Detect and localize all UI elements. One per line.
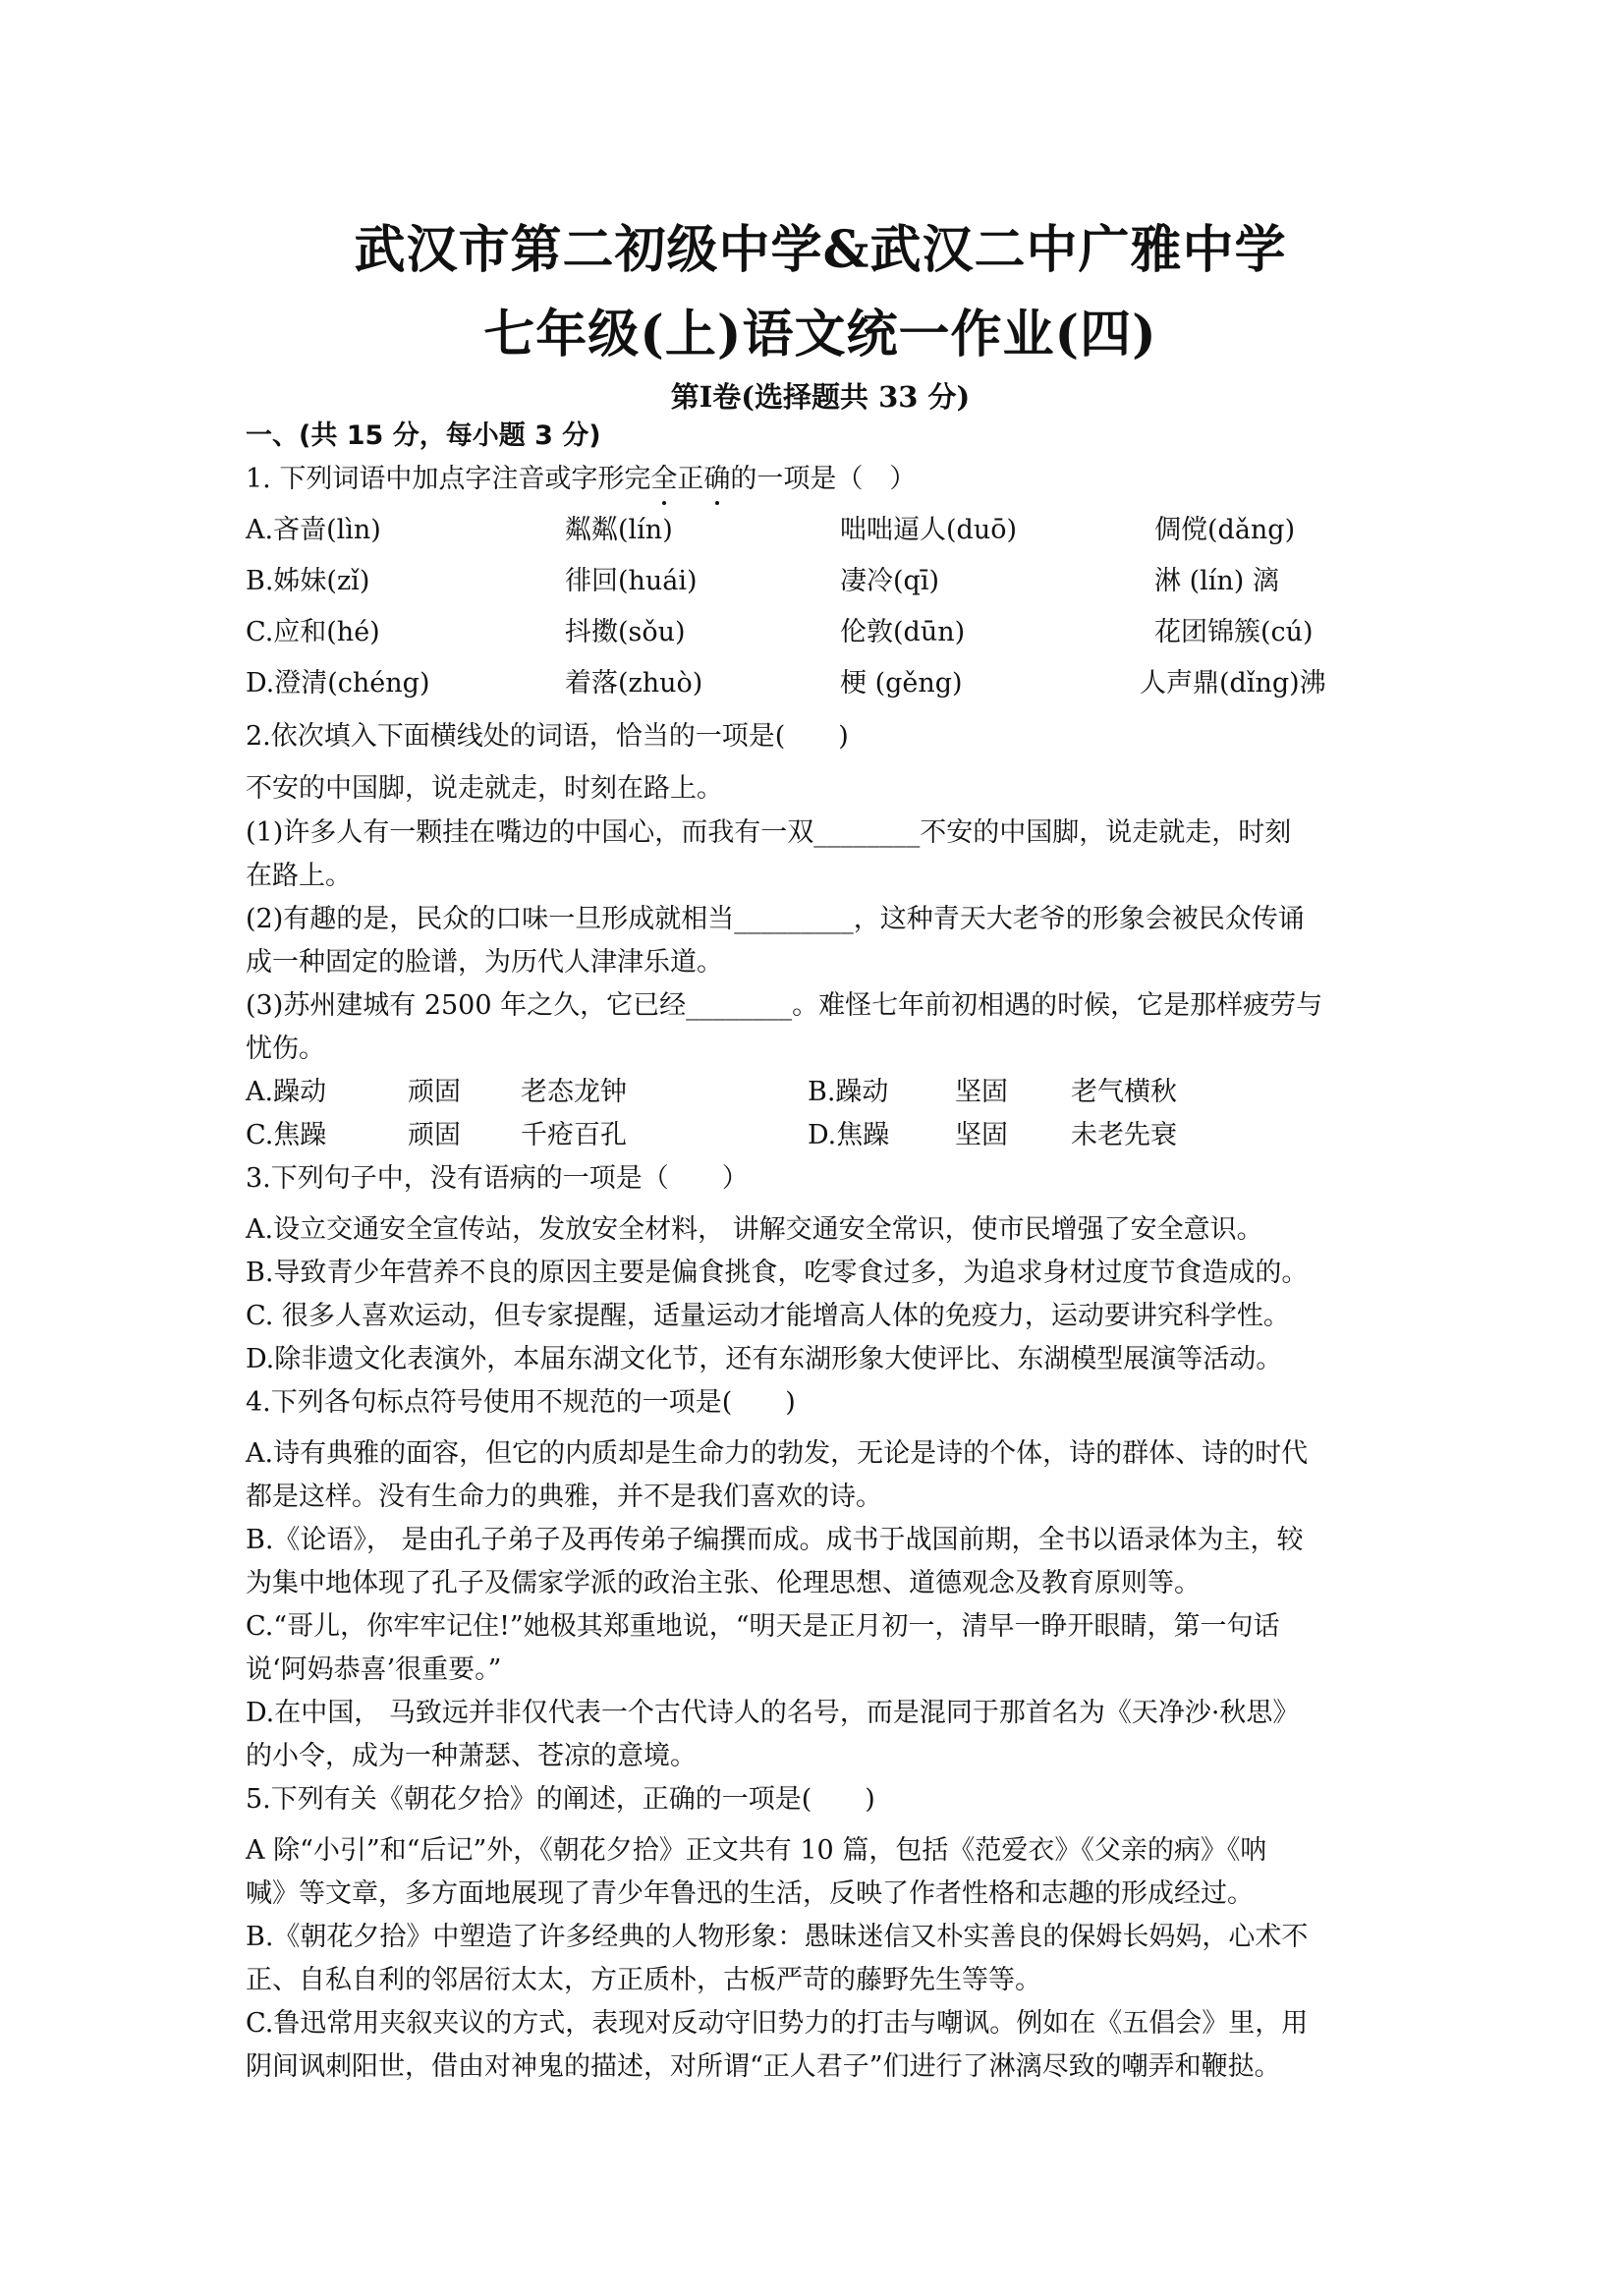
q2-option-d-3: 未老先衰	[1071, 1120, 1177, 1150]
q1-option-b-3: 凄冷(qī)	[840, 566, 939, 596]
section-heading: 一、(共 15 分，每小题 3 分)	[246, 420, 601, 451]
q2-option-d-1: D.焦躁	[808, 1120, 890, 1150]
q4-option-a-1: A.诗有典雅的面容，但它的内质却是生命力的勃发，无论是诗的个体，诗的群体、诗的时代	[246, 1438, 1309, 1469]
q2-sentence-3b: 忧伤。	[246, 1034, 325, 1064]
q3-option-a: A.设立交通安全宣传站，发放安全材料， 讲解交通安全常识，使市民增强了安全意识。	[246, 1214, 1263, 1245]
q1-stem-dot2: 确	[703, 462, 730, 497]
q2-option-b-3: 老气横秋	[1071, 1077, 1177, 1107]
q1-stem-post: 的一项是（ ）	[730, 464, 917, 494]
q1-option-b-2: 徘回(huái)	[565, 566, 698, 596]
q1-option-c-4: 花团锦簇(cú)	[1154, 617, 1314, 647]
q2-option-b-1: B.躁动	[808, 1077, 889, 1107]
q1-option-a-2: 粼粼(lín)	[565, 515, 673, 545]
q3-option-d: D.除非遗文化表演外，本届东湖文化节，还有东湖形象大使评比、东湖模型展演等活动。	[246, 1344, 1283, 1374]
q4-option-d-2: 的小令，成为一种萧瑟、苍凉的意境。	[246, 1741, 697, 1771]
q5-option-c-2: 阴间讽刺阳世，借由对神鬼的描述，对所谓“正人君子”们进行了淋漓尽致的嘲弄和鞭挞。	[246, 2051, 1281, 2082]
question-2-stem: 2.依次填入下面横线处的词语，恰当的一项是( )	[246, 721, 849, 752]
page-title-line1: 武汉市第二初级中学&武汉二中广雅中学	[354, 220, 1287, 280]
q1-option-b-1: B.姊妹(zǐ)	[246, 566, 370, 596]
q1-option-d-2: 着落(zhuò)	[565, 668, 703, 699]
q1-option-a-3: 咄咄逼人(duō)	[840, 515, 1017, 545]
q1-option-c-1: C.应和(hé)	[246, 617, 380, 647]
question-1-stem	[246, 462, 916, 497]
q1-option-b-4: 淋 (lín) 漓	[1154, 566, 1279, 596]
q2-sentence-2b: 成一种固定的脸谱，为历代人津津乐道。	[246, 947, 723, 978]
q2-option-d-2: 坚固	[955, 1120, 1008, 1150]
q1-option-d-1: D.澄清(chéng)	[246, 668, 430, 699]
q2-sentence-1b: 在路上。	[246, 861, 352, 891]
q1-stem-mid: 正	[677, 464, 704, 494]
q5-option-b-2: 正、自私自利的邻居衍太太，方正质朴，古板严苛的藤野先生等等。	[246, 1965, 1041, 1995]
page-title-line2: 七年级(上)语文统一作业(四)	[483, 305, 1157, 364]
q1-option-a-1: A.吝啬(lìn)	[246, 515, 381, 545]
q5-option-b-1: B.《朝花夕拾》中塑造了许多经典的人物形象：愚昧迷信又朴实善良的保姆长妈妈，心术不	[246, 1922, 1309, 1952]
q4-option-c-2: 说‘阿妈恭喜’很重要。”	[246, 1654, 502, 1685]
q5-option-a-2: 喊》等文章，多方面地展现了青少年鲁迅的生活，反映了作者性格和志趣的形成经过。	[246, 1878, 1254, 1909]
q1-option-a-4: 倜傥(dǎng)	[1154, 515, 1296, 545]
q4-option-b-1: B.《论语》， 是由孔子弟子及再传弟子编撰而成。成书于战国前期，全书以语录体为主，较	[246, 1525, 1304, 1555]
q2-sentence-3a: (3)苏州建城有 2500 年之久，它已经________。难怪七年前初相遇的时候，它是那样疲劳与	[246, 990, 1323, 1021]
q4-option-c-1: C.“哥儿，你牢牢记住!”她极其郑重地说，“明天是正月初一，清早一睁开眼睛，第一句话	[246, 1611, 1280, 1642]
q2-sentence-1a: (1)许多人有一颗挂在嘴边的中国心，而我有一双________不安的中国脚，说走就走，时刻	[246, 817, 1292, 848]
q5-option-a-1: A 除“小引”和“后记”外，《朝花夕拾》正文共有 10 篇，包括《范爱衣》《父亲的病》《呐	[246, 1835, 1267, 1866]
paper-subtitle: 第Ⅰ卷(选择题共 33 分)	[670, 380, 971, 414]
q1-option-d-3: 梗 (gěng)	[840, 668, 963, 699]
q1-option-c-3: 伦敦(dūn)	[840, 617, 966, 647]
question-5-stem: 5.下列有关《朝花夕拾》的阐述，正确的一项是( )	[246, 1784, 875, 1815]
q2-option-c-2: 顽固	[408, 1120, 461, 1150]
question-3-stem: 3.下列句子中，没有语病的一项是（ ）	[246, 1163, 749, 1194]
q4-option-d-1: D.在中国， 马致远并非仅代表一个古代诗人的名号，而是混同于那首名为《天净沙·秋思》	[246, 1698, 1300, 1728]
q2-option-b-2: 坚固	[955, 1077, 1008, 1107]
q2-option-c-3: 千疮百孔	[521, 1120, 627, 1150]
q1-option-d-4: 人声鼎(dǐng)沸	[1140, 668, 1326, 699]
q4-option-a-2: 都是这样。没有生命力的典雅，并不是我们喜欢的诗。	[246, 1482, 882, 1512]
question-4-stem: 4.下列各句标点符号使用不规范的一项是( )	[246, 1387, 796, 1418]
q2-context: 不安的中国脚，说走就走，时刻在路上。	[246, 773, 723, 804]
q4-option-b-2: 为集中地体现了孔子及儒家学派的政治主张、伦理思想、道德观念及教育原则等。	[246, 1568, 1201, 1598]
q3-option-c: C. 很多人喜欢运动，但专家提醒，适量运动才能增高人体的免疫力，运动要讲究科学性。	[246, 1301, 1290, 1331]
q2-sentence-2a: (2)有趣的是，民众的口味一旦形成就相当_________，这种青天大老爷的形象会被民众传诵	[246, 904, 1305, 934]
q5-option-c-1: C.鲁迅常用夹叙夹议的方式，表现对反动守旧势力的打击与嘲讽。例如在《五倡会》里，用	[246, 2008, 1309, 2039]
q2-option-a-2: 顽固	[408, 1077, 461, 1107]
q1-stem-dot: 全	[650, 462, 677, 497]
q2-option-a-1: A.躁动	[246, 1077, 327, 1107]
q3-option-b: B.导致青少年营养不良的原因主要是偏食挑食，吃零食过多，为追求身材过度节食造成的。	[246, 1258, 1309, 1288]
q1-option-c-2: 抖擞(sǒu)	[565, 617, 686, 647]
q2-option-a-3: 老态龙钟	[521, 1077, 627, 1107]
q1-stem-pre: 1. 下列词语中加点字注音或字形完	[246, 464, 651, 494]
q2-option-c-1: C.焦躁	[246, 1120, 327, 1150]
